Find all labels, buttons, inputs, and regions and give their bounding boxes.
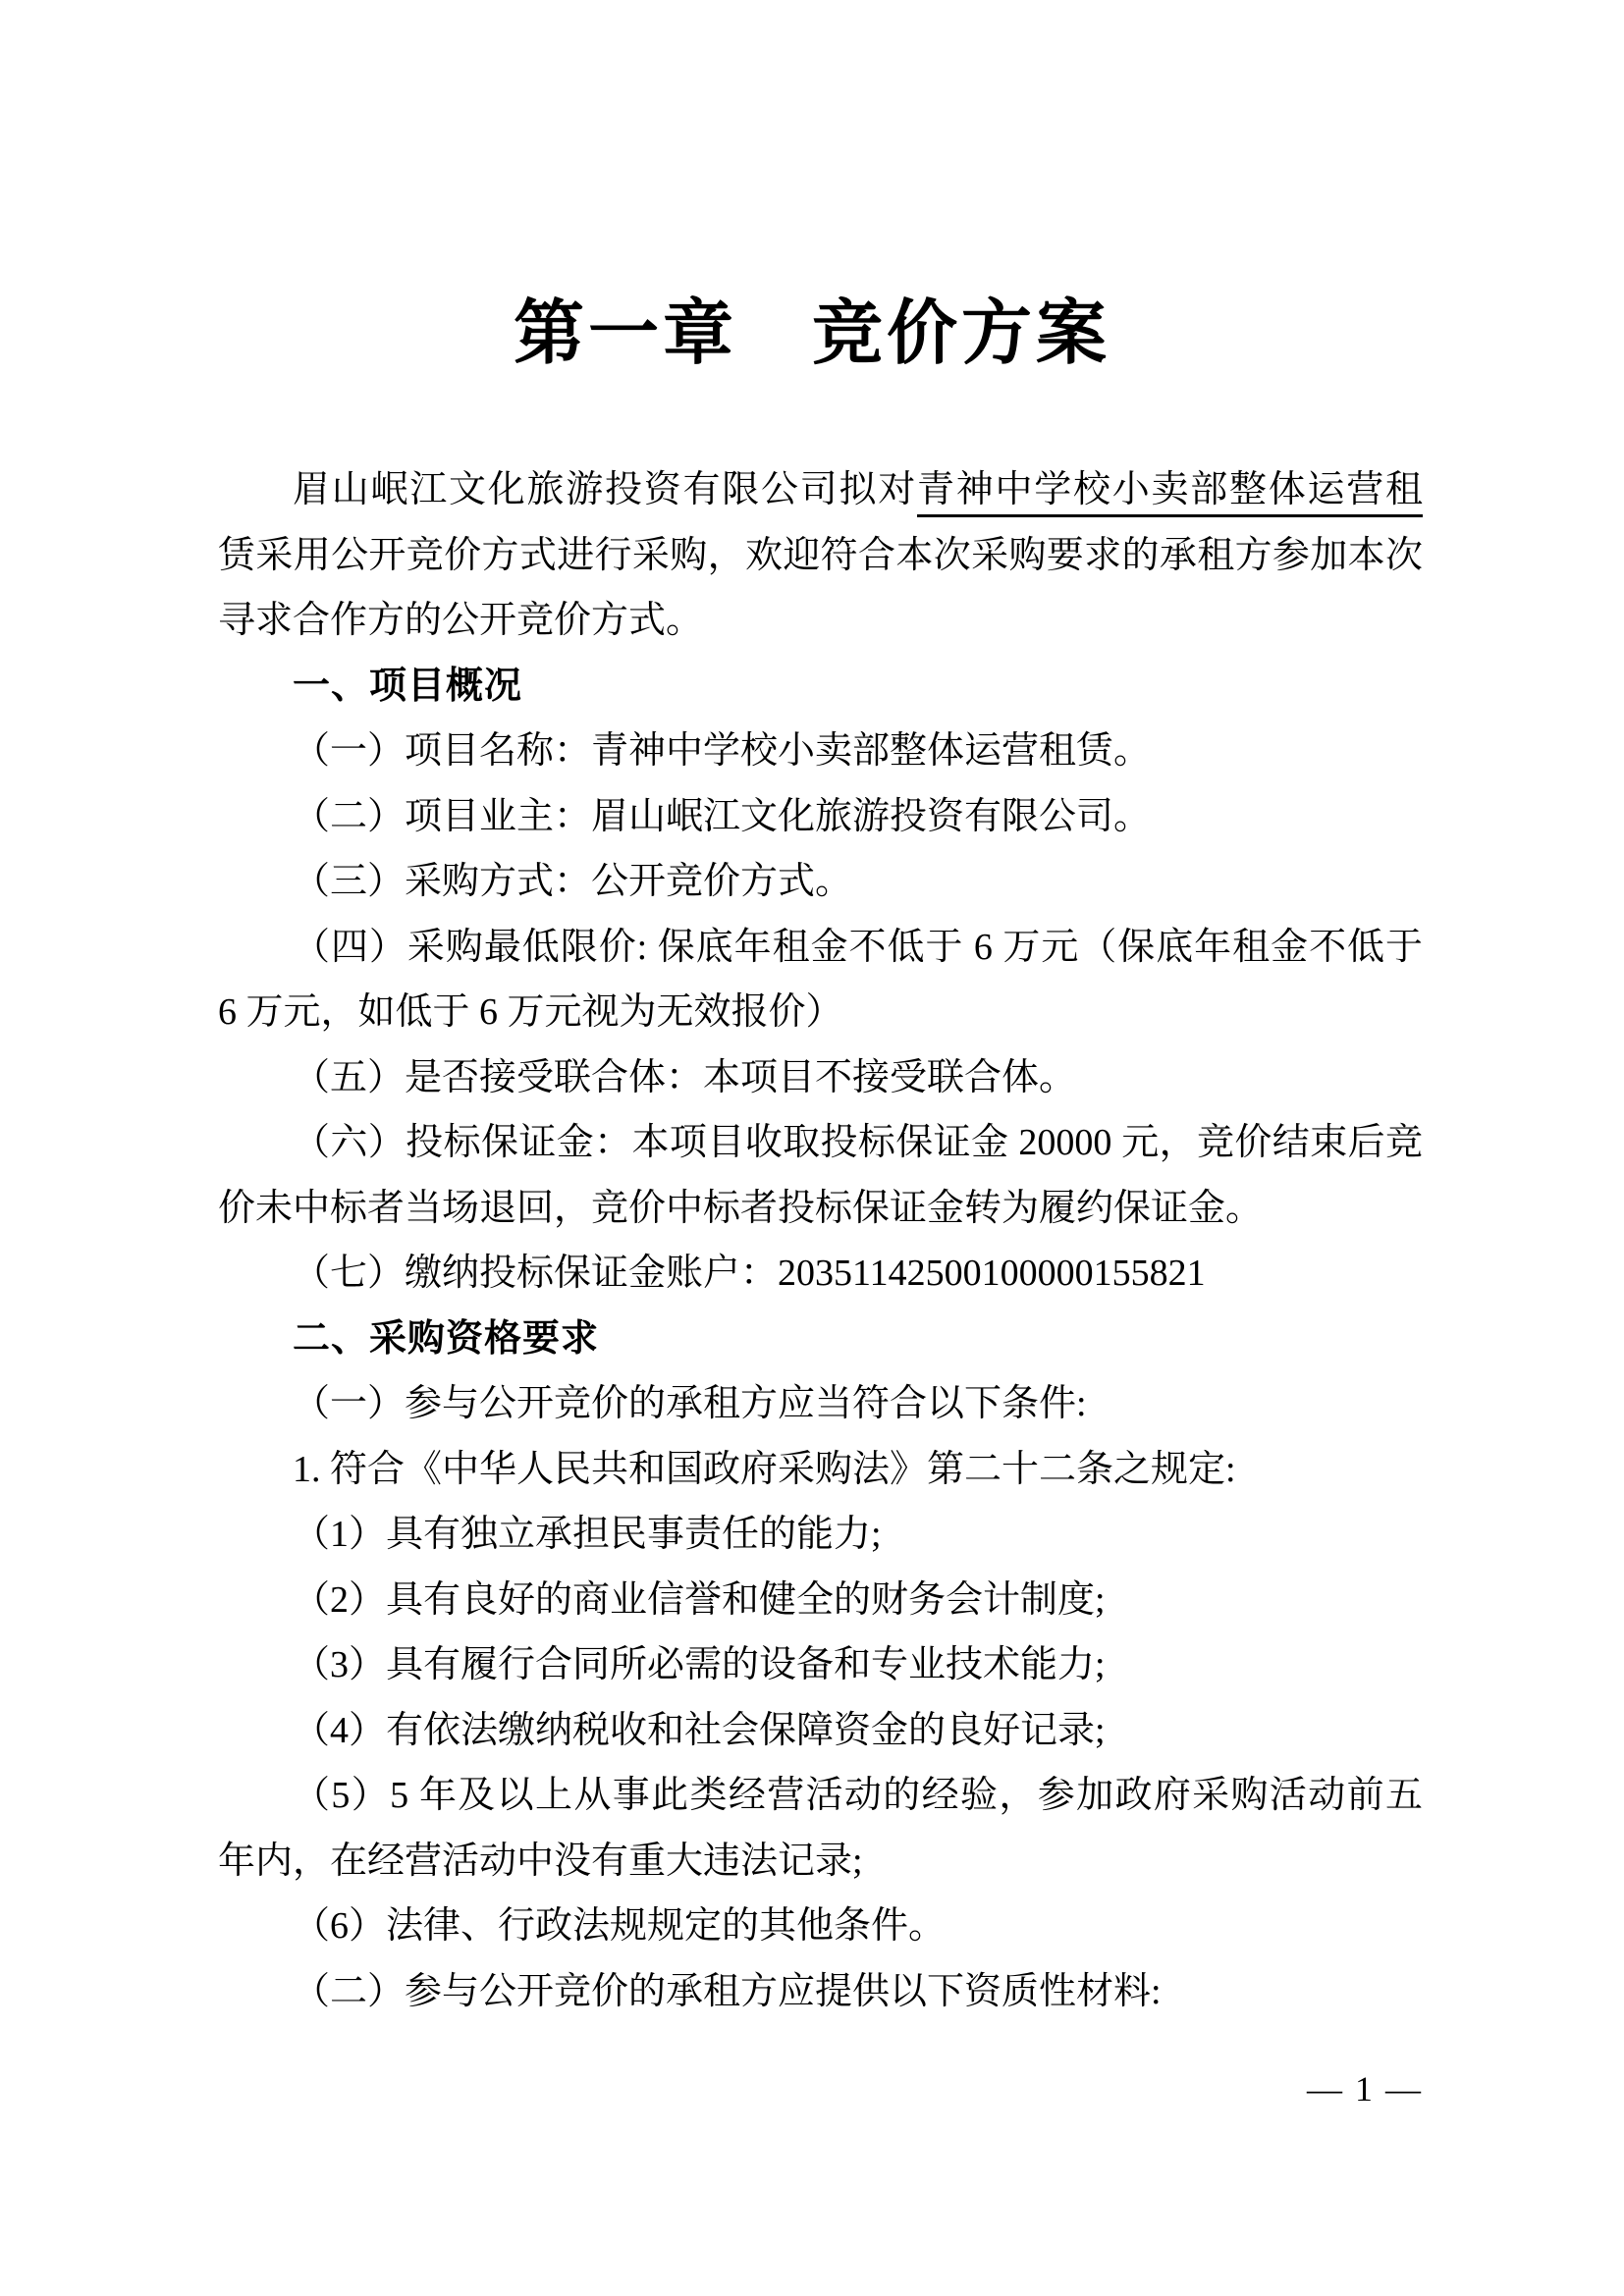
chapter-title: 第一章 竞价方案: [513, 294, 1110, 373]
text-line: [218, 1371, 1423, 1437]
text-segment: 眉山岷江文化旅游投资有限公司拟对: [293, 469, 917, 510]
text-segment: （6）法律、行政法规规定的其他条件。: [293, 1905, 947, 1947]
text-line: [218, 1829, 1423, 1895]
text-segment: 一、项目概况: [293, 665, 523, 707]
text-segment: （2）具有良好的商业信誉和健全的财务会计制度;: [293, 1578, 1106, 1621]
text-segment: （一）项目名称：青神中学校小卖部整体运营租赁。: [293, 730, 1152, 772]
text-line: [218, 915, 1423, 981]
text-line: [218, 457, 1423, 523]
text-line: [218, 1959, 1423, 2025]
text-line: [218, 1176, 1423, 1242]
text-segment: （5）5 年及以上从事此类经营活动的经验，参加政府采购活动前五: [293, 1775, 1423, 1816]
text-line: [218, 1437, 1423, 1503]
text-segment: （4）有依法缴纳税收和社会保障资金的良好记录;: [293, 1709, 1106, 1751]
text-line: [218, 980, 1423, 1045]
section-heading: [218, 654, 1423, 720]
page-number: — 1 —: [1307, 2069, 1423, 2109]
text-line: [218, 849, 1423, 915]
text-segment: 6 万元，如低于 6 万元视为无效报价）: [218, 991, 843, 1033]
text-segment: 价未中标者当场退回，竞价中标者投标保证金转为履约保证金。: [218, 1187, 1264, 1229]
text-line: [218, 1241, 1423, 1307]
text-line: [218, 1502, 1423, 1568]
text-line: [218, 1632, 1423, 1698]
text-line: [218, 523, 1423, 589]
text-segment: （1）具有独立承担民事责任的能力;: [293, 1514, 882, 1555]
text-segment: （七）缴纳投标保证金账户：20351142500100000155821: [293, 1253, 1206, 1294]
text-line: [218, 784, 1423, 850]
text-segment: 1. 符合《中华人民共和国政府采购法》第二十二条之规定:: [293, 1448, 1236, 1490]
section-heading: [218, 1307, 1423, 1372]
text-line: [218, 1568, 1423, 1633]
text-segment: （三）采购方式：公开竞价方式。: [293, 861, 853, 902]
text-segment: 二、采购资格要求: [293, 1317, 600, 1360]
text-segment: （一）参与公开竞价的承租方应当符合以下条件:: [293, 1383, 1087, 1424]
text-line: [218, 1894, 1423, 1959]
document-body: [218, 457, 1423, 2024]
text-segment: 赁采用公开竞价方式进行采购，欢迎符合本次采购要求的承租方参加本次: [218, 534, 1423, 576]
text-line: [218, 1045, 1423, 1111]
text-segment: （3）具有履行合同所必需的设备和专业技术能力;: [293, 1644, 1106, 1685]
text-line: [218, 1763, 1423, 1829]
text-segment: （二）项目业主：眉山岷江文化旅游投资有限公司。: [293, 795, 1152, 837]
text-segment: （二）参与公开竞价的承租方应提供以下资质性材料:: [293, 1970, 1162, 2012]
text-line: [218, 1698, 1423, 1764]
text-line: [218, 1110, 1423, 1176]
text-segment: 年内，在经营活动中没有重大违法记录;: [218, 1840, 863, 1882]
text-line: [218, 719, 1423, 784]
text-segment: （六）投标保证金：本项目收取投标保证金 20000 元，竞价结束后竞: [293, 1122, 1423, 1163]
text-segment: 寻求合作方的公开竞价方式。: [218, 600, 704, 641]
text-segment: （四）采购最低限价: 保底年租金不低于 6 万元（保底年租金不低于: [293, 926, 1423, 968]
text-line: [218, 588, 1423, 654]
text-segment: （五）是否接受联合体：本项目不接受联合体。: [293, 1056, 1077, 1098]
underlined-project-name: 青神中学校小卖部整体运营租: [917, 469, 1423, 517]
